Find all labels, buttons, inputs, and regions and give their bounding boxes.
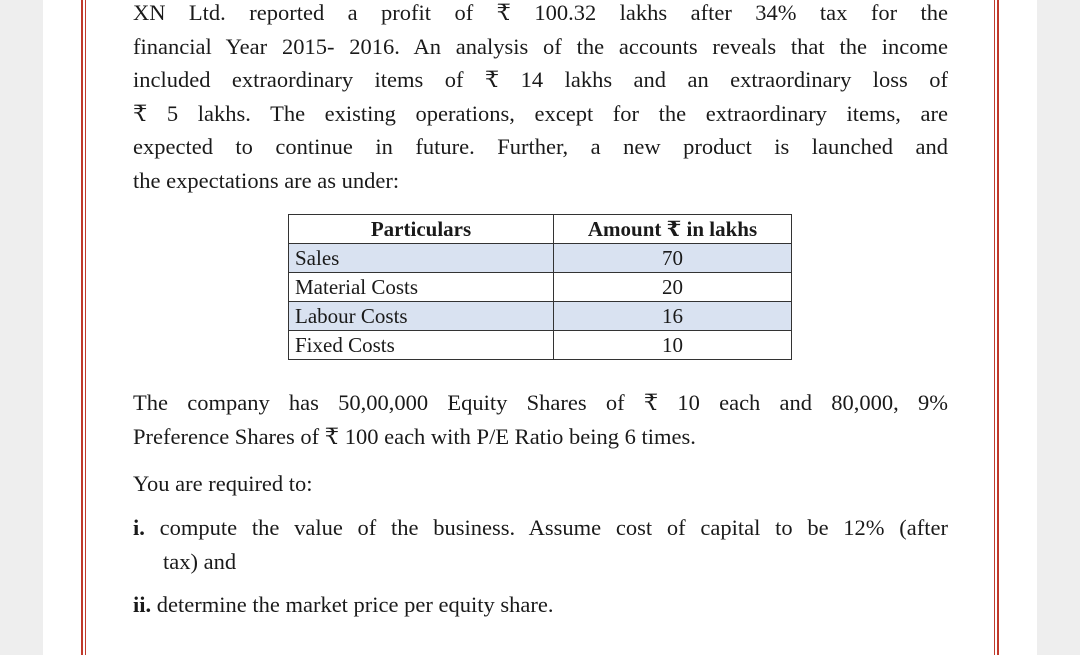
task-line	[133, 588, 948, 622]
task-text: determine the market price per equity share.	[156, 592, 554, 617]
table-row	[289, 273, 792, 302]
intro-line: XN Ltd. reported a profit of ₹ 100.32 lakhs after 34% tax for the	[133, 0, 948, 25]
column-header-amount: Amount ₹ in lakhs	[554, 215, 792, 244]
task-item	[133, 511, 948, 578]
required-label: You are required to:	[133, 471, 313, 496]
row-amount: 10	[554, 331, 792, 360]
table-row	[289, 302, 792, 331]
intro-line: included extraordinary items of ₹ 14 lakhs and an extraordinary loss of	[133, 67, 948, 92]
task-line: tax) and	[163, 548, 237, 574]
shares-paragraph	[133, 386, 948, 453]
table-row	[289, 331, 792, 360]
row-item: Sales	[289, 244, 554, 273]
task-number: ii.	[133, 592, 152, 617]
task-line	[133, 511, 948, 545]
shares-line: The company has 50,00,000 Equity Shares of ₹ 10 each and 80,000, 9%	[133, 390, 948, 415]
task-item	[133, 588, 948, 622]
table-row	[289, 244, 792, 273]
task-text: compute the value of the business. Assume cost of capital to be 12% (after	[159, 515, 948, 540]
row-item: Fixed Costs	[289, 331, 554, 360]
intro-line: the expectations are as under:	[133, 167, 400, 193]
row-amount: 70	[554, 244, 792, 273]
row-amount: 16	[554, 302, 792, 331]
row-item: Labour Costs	[289, 302, 554, 331]
intro-line: expected to continue in future. Further, a new product is launched and	[133, 134, 948, 159]
expectations-table	[288, 214, 792, 360]
intro-paragraph	[133, 0, 948, 197]
intro-line: financial Year 2015- 2016. An analysis of the accounts reveals that the income	[133, 33, 948, 59]
row-amount: 20	[554, 273, 792, 302]
table-header-row	[289, 215, 792, 244]
row-item: Material Costs	[289, 273, 554, 302]
task-number: i.	[133, 515, 145, 540]
column-header-particulars: Particulars	[289, 215, 554, 244]
intro-line: ₹ 5 lakhs. The existing operations, except for the extraordinary items, are	[133, 100, 948, 126]
shares-line: Preference Shares of ₹ 100 each with P/E Ratio being 6 times.	[133, 423, 696, 449]
